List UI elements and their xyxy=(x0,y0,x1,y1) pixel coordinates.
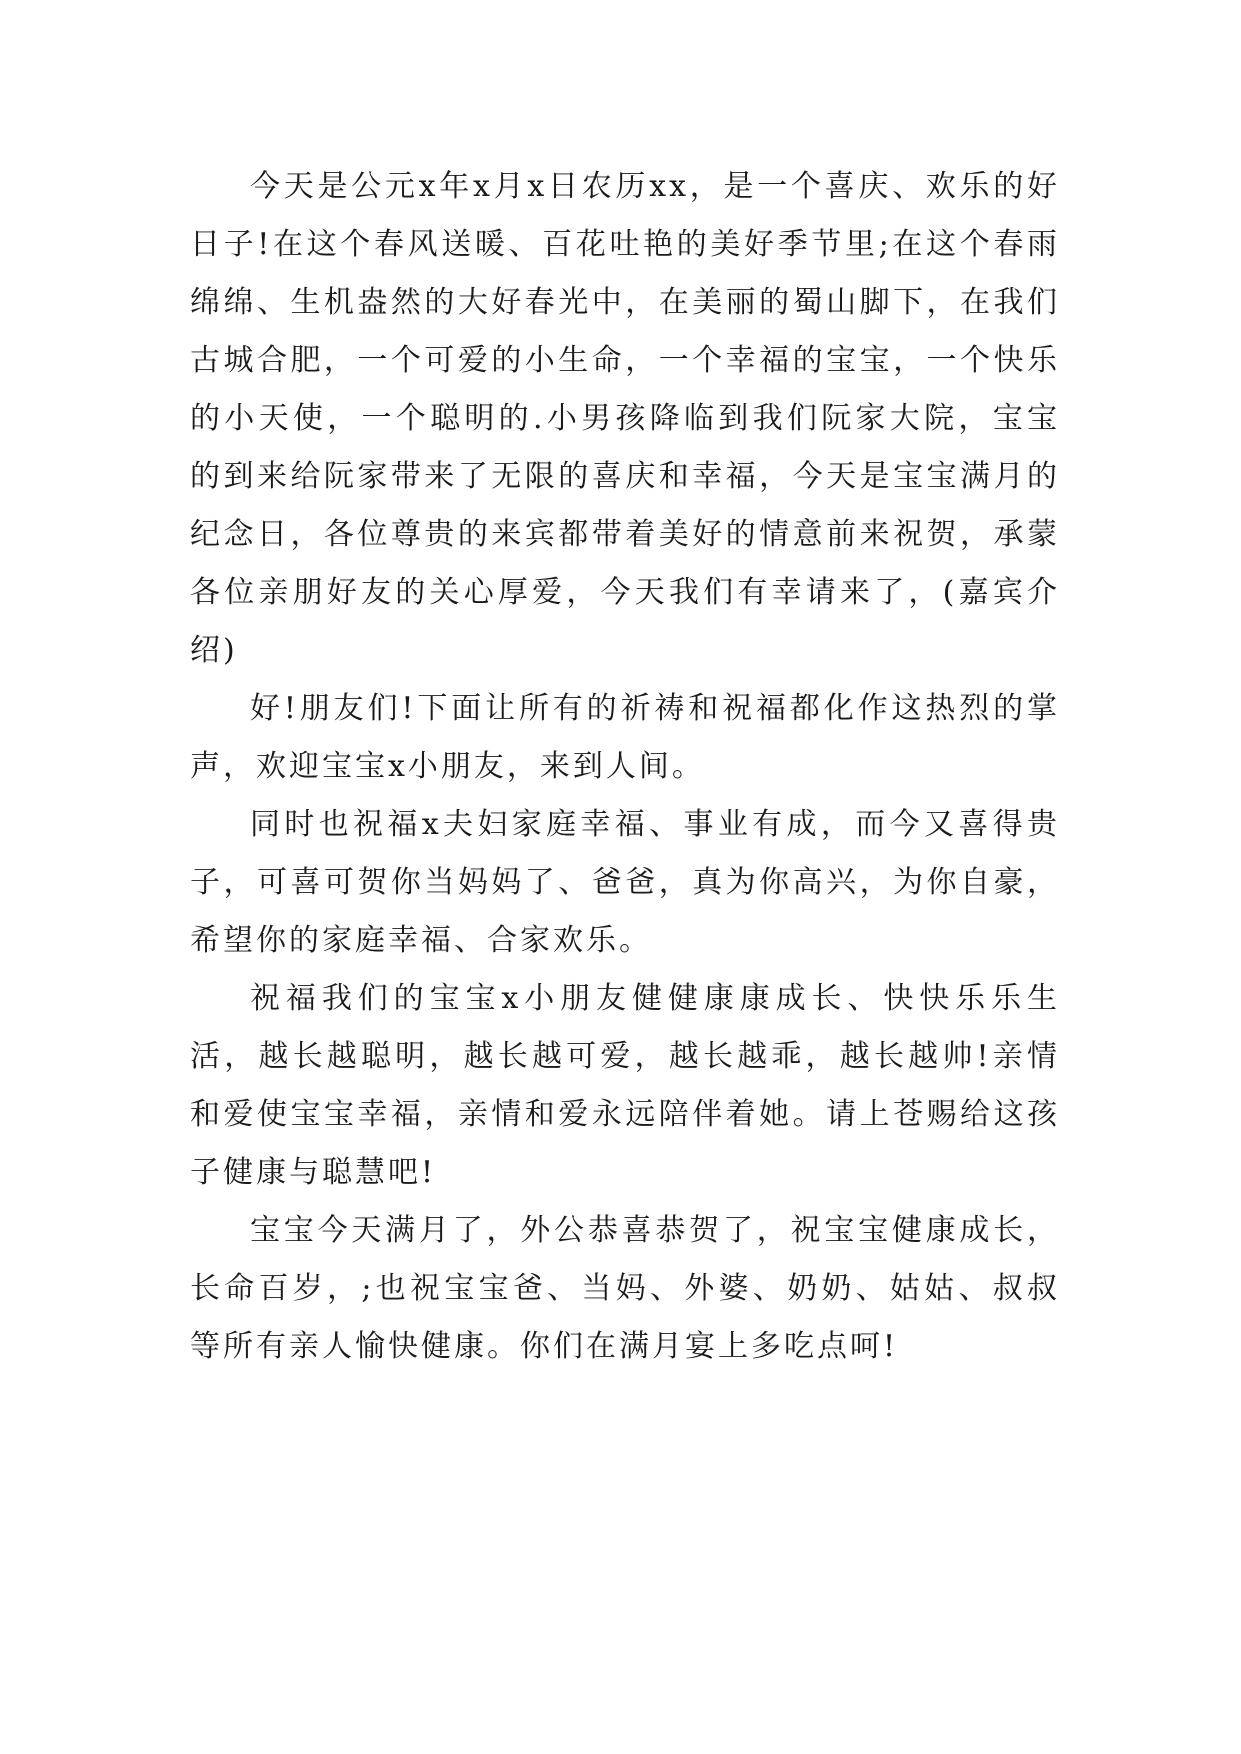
paragraph-5: 宝宝今天满月了，外公恭喜恭贺了，祝宝宝健康成长，长命百岁，;也祝宝宝爸、当妈、外婆、奶奶、姑姑、叔叔等所有亲人愉快健康。你们在满月宴上多吃点呵! xyxy=(190,1213,1060,1364)
paragraph-3: 同时也祝福x夫妇家庭幸福、事业有成，而今又喜得贵子，可喜可贺你当妈妈了、爸爸，真为你高兴，为你自豪，希望你的家庭幸福、合家欢乐。 xyxy=(190,807,1060,958)
paragraph-1: 今天是公元x年x月x日农历xx，是一个喜庆、欢乐的好日子!在这个春风送暖、百花吐艳的美好季节里;在这个春雨绵绵、生机盎然的大好春光中，在美丽的蜀山脚下，在我们古城合肥，一个可爱的小生命，一个幸福的宝宝，一个快乐的小天使，一个聪明的.小男孩降临到我们阮家大院，宝宝的到来给阮家带来了无限的喜庆和幸福，今天是宝宝满月的纪念日，各位尊贵的来宾都带着美好的情意前来祝贺，承蒙各位亲朋好友的关心厚爱，今天我们有幸请来了，(嘉宾介绍) xyxy=(190,169,1060,668)
paragraph-2: 好!朋友们!下面让所有的祈祷和祝福都化作这热烈的掌声，欢迎宝宝x小朋友，来到人间。 xyxy=(190,691,1060,784)
paragraph-4: 祝福我们的宝宝x小朋友健健康康成长、快快乐乐生活，越长越聪明，越长越可爱，越长越乖，越长越帅!亲情和爱使宝宝幸福，亲情和爱永远陪伴着她。请上苍赐给这孩子健康与聪慧吧! xyxy=(190,981,1060,1190)
document-body xyxy=(190,158,1060,1376)
